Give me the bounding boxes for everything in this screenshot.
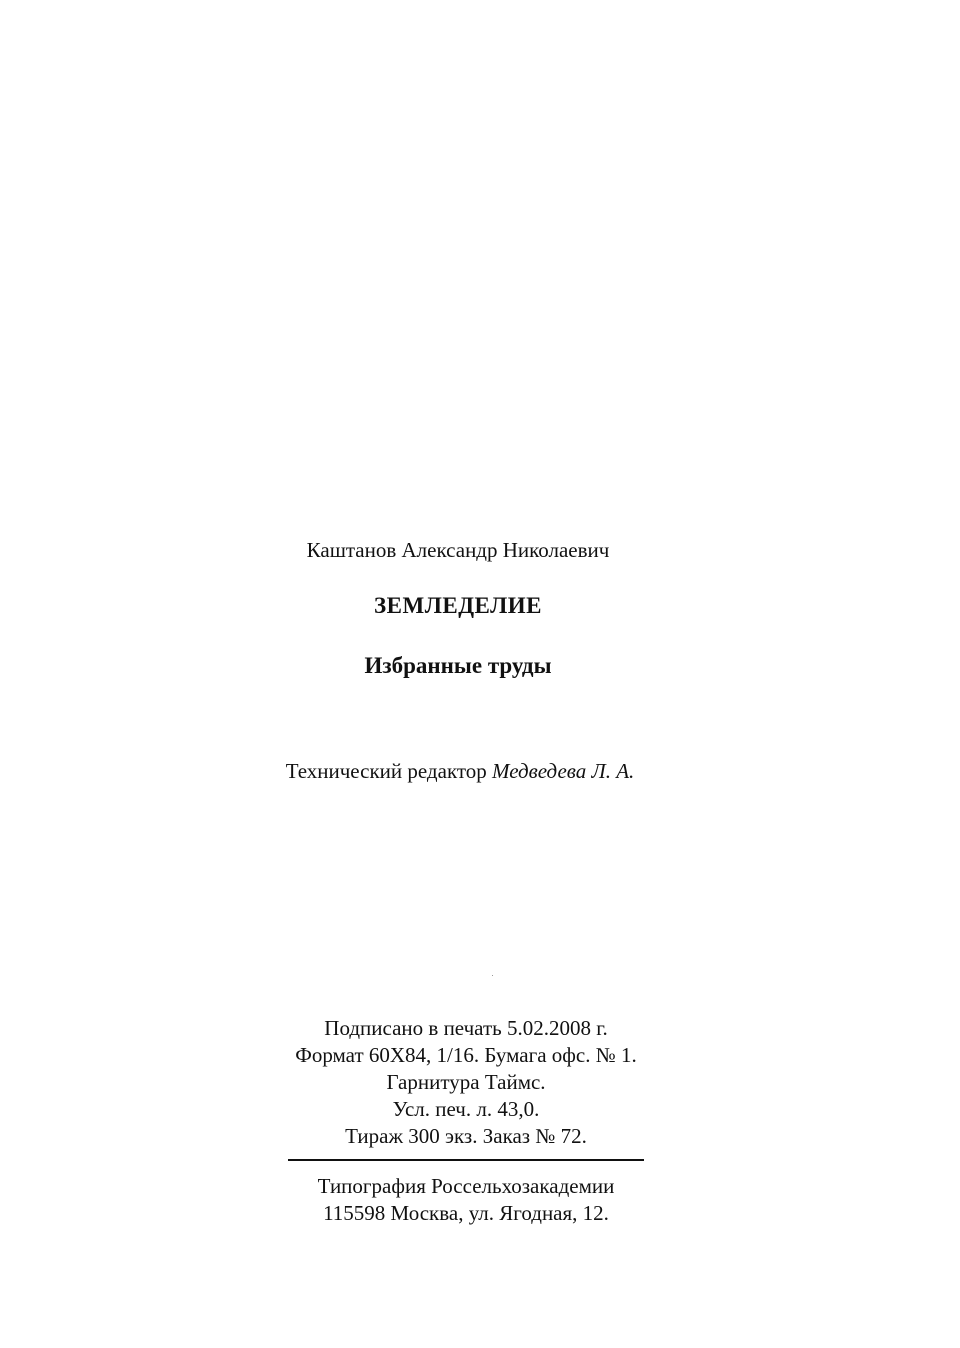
imprint-block — [0, 1018, 932, 1153]
printer-name: Типография Россельхозакадемии — [317, 1174, 615, 1198]
printer-address: 115598 Москва, ул. Ягодная, 12. — [323, 1201, 609, 1225]
technical-editor — [0, 761, 920, 782]
book-subtitle: Избранные труды — [364, 653, 552, 678]
speck — [492, 975, 493, 976]
imprint-format: Формат 60X84, 1/16. Бумага офс. № 1. — [295, 1043, 637, 1067]
imprint-print-run: Тираж 300 экз. Заказ № 72. — [345, 1124, 587, 1148]
editor-name: Медведева Л. А. — [492, 759, 635, 783]
printer-block — [0, 1176, 932, 1230]
editor-label: Технический редактор — [285, 759, 487, 783]
imprint-typeface: Гарнитура Таймс. — [386, 1070, 546, 1094]
author-name: Каштанов Александр Николаевич — [306, 538, 610, 562]
imprint-sheets: Усл. печ. л. 43,0. — [392, 1097, 540, 1121]
book-title: ЗЕМЛЕДЕЛИЕ — [374, 593, 542, 618]
divider-line — [288, 1159, 644, 1161]
imprint-signed: Подписано в печать 5.02.2008 г. — [324, 1016, 608, 1040]
